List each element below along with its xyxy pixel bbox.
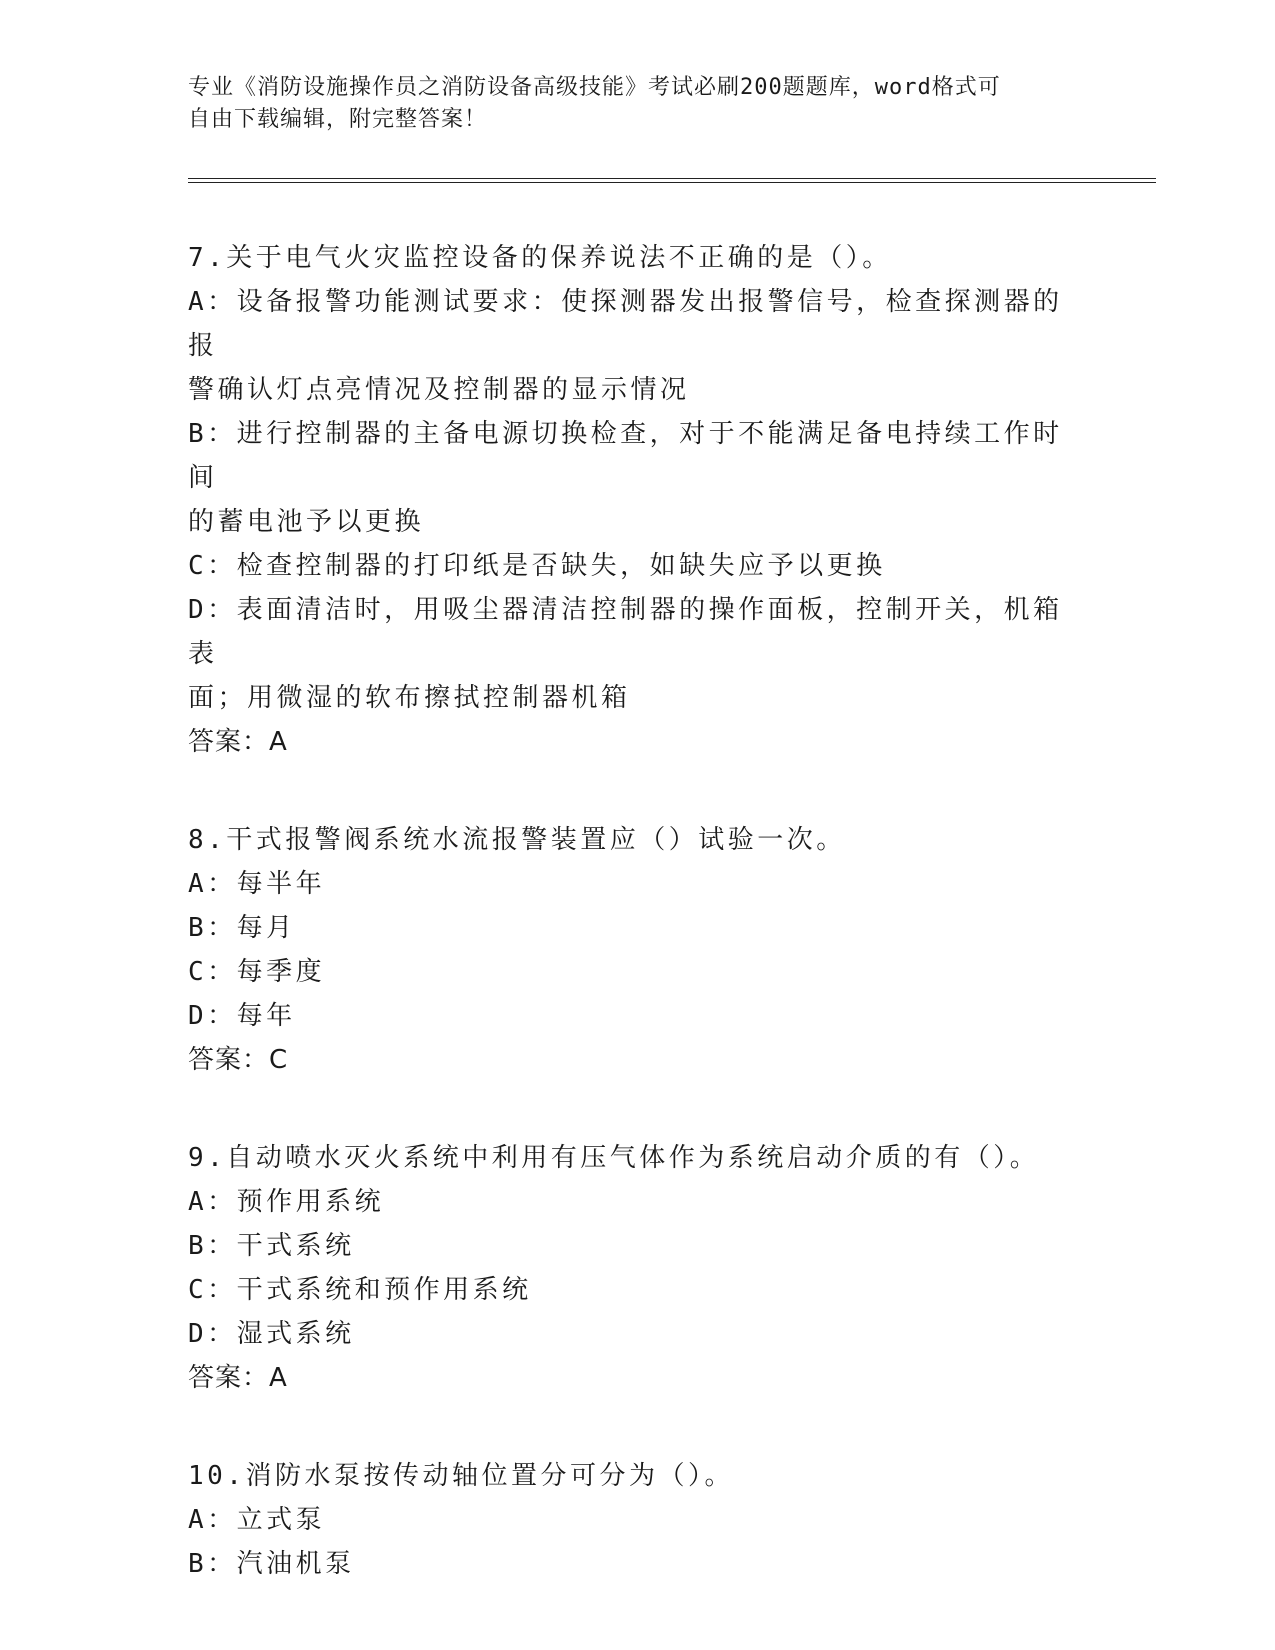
option-text-line: A：设备报警功能测试要求：使探测器发出报警信号，检查探测器的报	[188, 287, 1063, 361]
option-text-line: C：每季度	[188, 957, 326, 987]
option-text-line: 警确认灯点亮情况及控制器的显示情况	[188, 375, 690, 405]
document-header	[188, 72, 1088, 136]
answer-option	[188, 280, 1088, 412]
option-text-line: 的蓄电池予以更换	[188, 507, 425, 537]
answer-option	[188, 544, 1088, 588]
answer-option	[188, 862, 1088, 906]
question-item	[188, 818, 1088, 1082]
answer-option	[188, 588, 1088, 720]
option-text-line: B：每月	[188, 913, 296, 943]
answer-option	[188, 412, 1088, 544]
option-text-line: D：表面清洁时，用吸尘器清洁控制器的操作面板，控制开关，机箱表	[188, 595, 1063, 669]
answer-option	[188, 994, 1088, 1038]
header-divider-bottom	[188, 182, 1156, 183]
option-text-line: A：每半年	[188, 869, 326, 899]
question-stem: 7.关于电气火灾监控设备的保养说法不正确的是（）。	[188, 243, 892, 273]
option-text-line: B：汽油机泵	[188, 1549, 355, 1579]
option-text-line: D：每年	[188, 1001, 296, 1031]
answer-option	[188, 906, 1088, 950]
answer-key: 答案：A	[188, 727, 288, 757]
answer-key: 答案：C	[188, 1045, 289, 1075]
question-stem: 10.消防水泵按传动轴位置分可分为（）。	[188, 1461, 734, 1491]
option-text-line: A：预作用系统	[188, 1187, 385, 1217]
option-text-line: 面；用微湿的软布擦拭控制器机箱	[188, 683, 631, 713]
answer-option	[188, 1498, 1088, 1542]
option-text-line: D：湿式系统	[188, 1319, 355, 1349]
option-text-line: A：立式泵	[188, 1505, 326, 1535]
option-text-line: B：干式系统	[188, 1231, 355, 1261]
question-stem: 9.自动喷水灭火系统中利用有压气体作为系统启动介质的有（）。	[188, 1143, 1040, 1173]
answer-option	[188, 1180, 1088, 1224]
option-text-line: B：进行控制器的主备电源切换检查，对于不能满足备电持续工作时间	[188, 419, 1063, 493]
option-text-line: C：检查控制器的打印纸是否缺失，如缺失应予以更换	[188, 551, 886, 581]
question-stem: 8.干式报警阀系统水流报警装置应（）试验一次。	[188, 825, 846, 855]
answer-key: 答案：A	[188, 1363, 288, 1393]
question-item	[188, 1454, 1088, 1586]
answer-option	[188, 950, 1088, 994]
answer-option	[188, 1268, 1088, 1312]
header-line-1: 专业《消防设施操作员之消防设备高级技能》考试必刷200题题库，word格式可	[188, 75, 1001, 100]
answer-option	[188, 1312, 1088, 1356]
question-list	[188, 236, 1088, 1640]
header-divider-top	[188, 178, 1156, 179]
answer-option	[188, 1542, 1088, 1586]
option-text-line: C：干式系统和预作用系统	[188, 1275, 532, 1305]
header-line-2: 自由下载编辑，附完整答案！	[188, 107, 488, 132]
question-item	[188, 1136, 1088, 1400]
answer-option	[188, 1224, 1088, 1268]
question-item	[188, 236, 1088, 764]
